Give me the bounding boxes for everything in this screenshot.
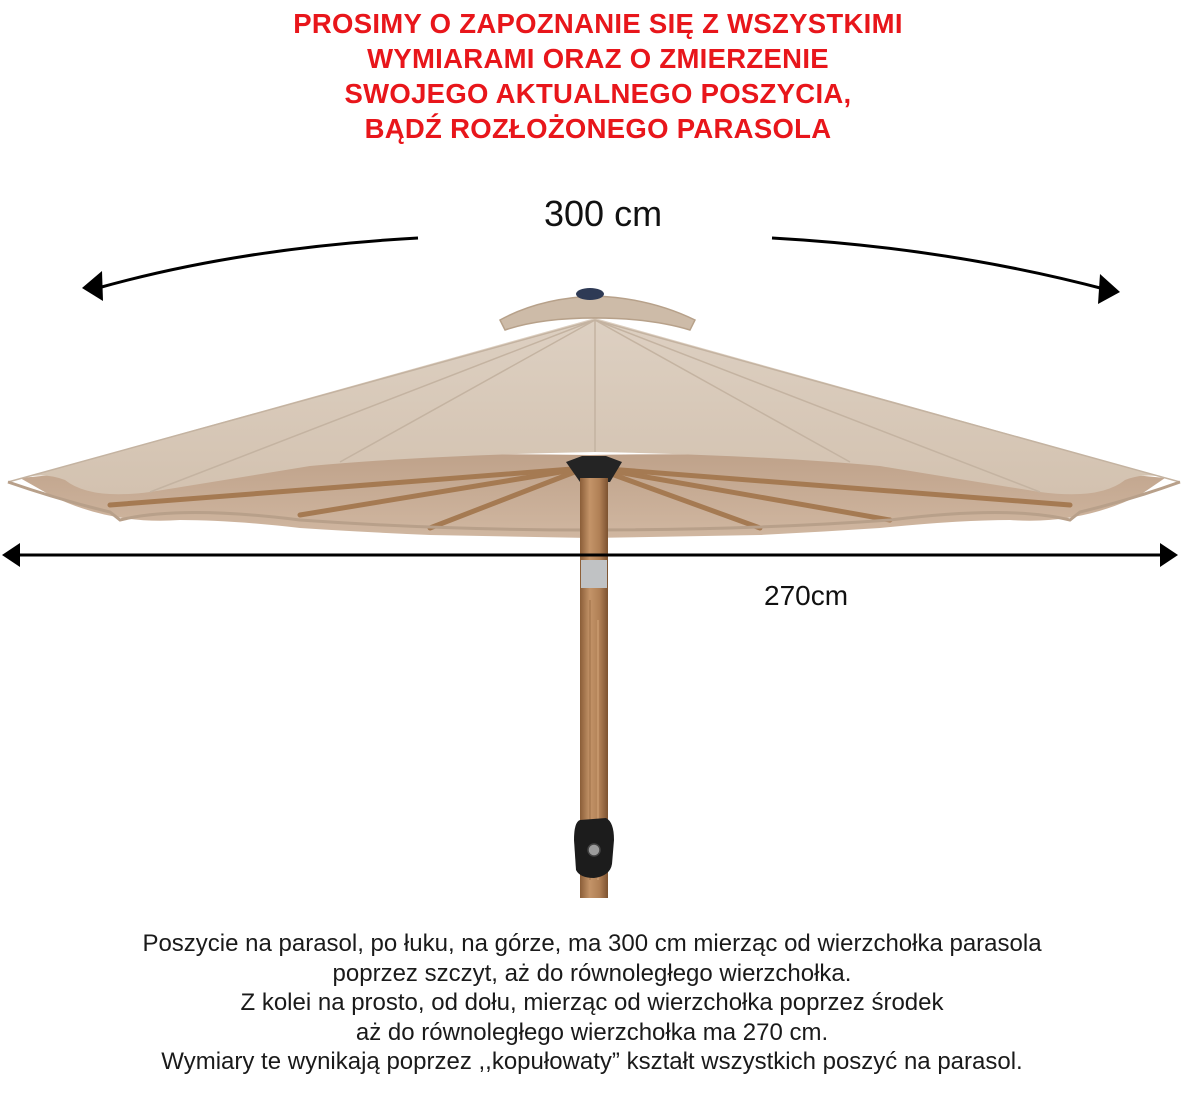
pole-metal-ring <box>581 560 607 588</box>
description-line-3: Z kolei na prosto, od dołu, mierząc od wierzchołka poprzez środek <box>240 989 944 1016</box>
description-line-2: poprzez szczyt, aż do równoległego wierzchołka. <box>332 959 852 987</box>
headline-line-1: PROSIMY O ZAPOZNANIE SIĘ Z WSZYSTKIMI <box>293 8 903 39</box>
description-text <box>0 929 1184 1077</box>
headline-line-4: BĄDŹ ROZŁOŻONEGO PARASOLA <box>364 113 832 144</box>
description-line-1: Poszycie na parasol, po łuku, na górze, ma 300 cm mierząc od wierzchołka parasola <box>142 930 1042 957</box>
arc-dimension-arrow <box>98 238 1108 290</box>
straight-dimension-label: 270cm <box>764 580 849 611</box>
headline-line-3: SWOJEGO AKTUALNEGO POSZYCIA, <box>344 78 852 109</box>
straight-arrowhead-left <box>2 543 20 567</box>
description-line-4: aż do równoległego wierzchołka ma 270 cm. <box>355 1018 829 1046</box>
straight-arrowhead-right <box>1160 543 1178 567</box>
description-line-5: Wymiary te wynikają poprzez ,,kopułowaty” kształt wszystkich poszyć na parasol. <box>161 1048 1023 1075</box>
headline-line-2: WYMIARAMI ORAZ O ZMIERZENIE <box>367 43 829 74</box>
arc-arrowhead-right <box>1098 274 1120 304</box>
finial <box>576 288 604 300</box>
arc-arrowhead-left <box>82 271 103 301</box>
arc-dimension-label: 300 cm <box>544 193 663 234</box>
